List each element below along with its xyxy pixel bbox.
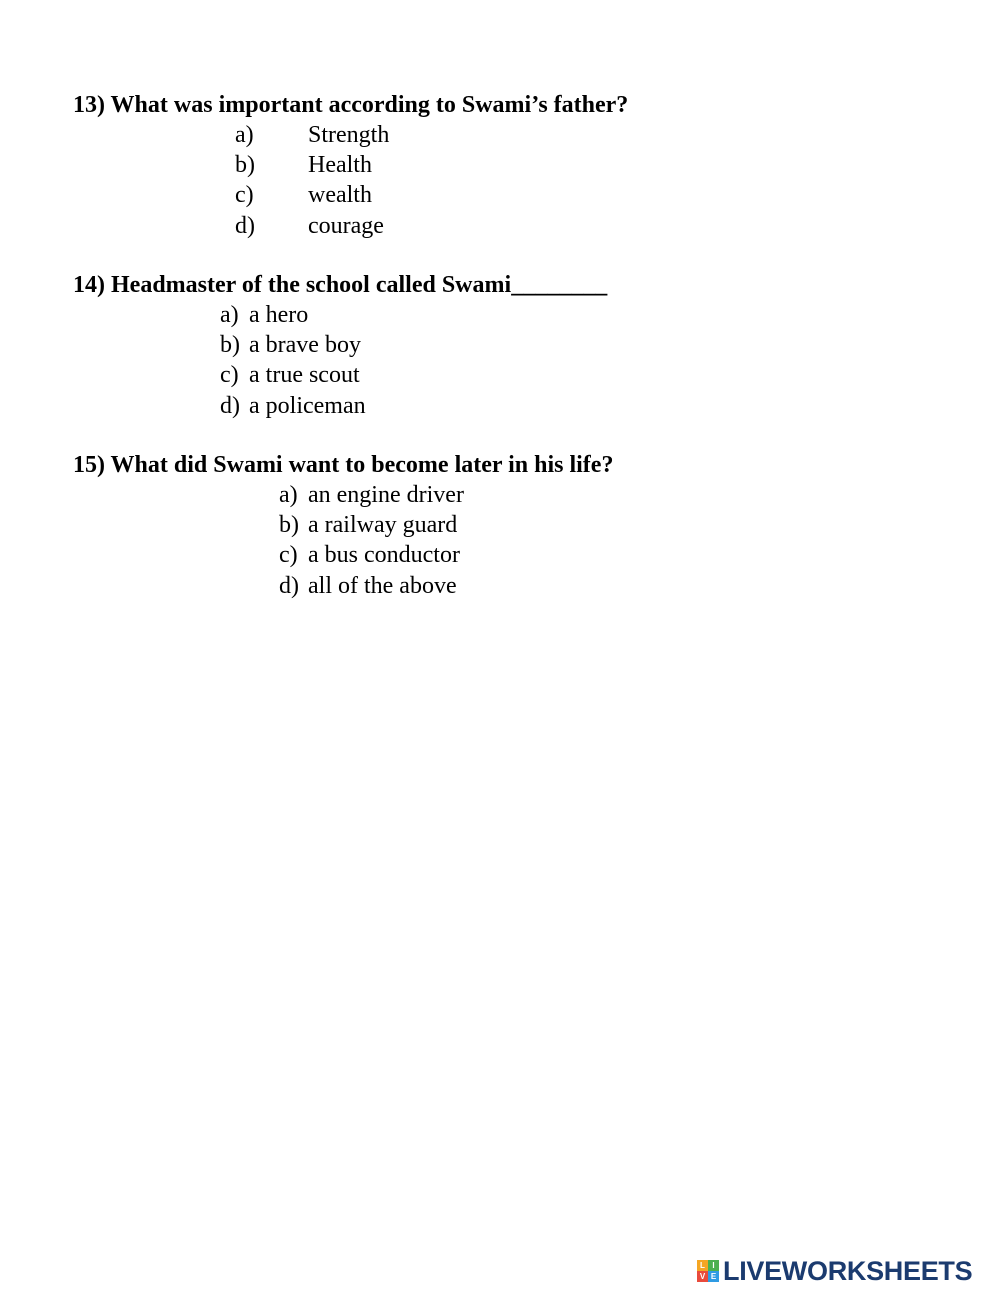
logo-mark-i: I [708, 1260, 719, 1271]
option-text: a bus conductor [308, 542, 460, 569]
question-14-options [220, 300, 366, 421]
option-13-b [235, 150, 389, 180]
option-letter: c) [220, 362, 239, 389]
option-letter: a) [220, 302, 239, 328]
option-letter: b) [235, 152, 255, 179]
option-text: a brave boy [249, 332, 361, 359]
option-letter: a) [235, 122, 254, 148]
option-15-a [279, 480, 464, 510]
option-text: wealth [308, 182, 372, 209]
option-15-d [279, 571, 464, 601]
answer-blank: ________ [511, 272, 608, 298]
option-letter: a) [279, 482, 298, 508]
logo-mark-e: E [708, 1271, 719, 1282]
question-13: 13) What was important according to Swami’s father? [73, 92, 629, 118]
option-14-c [220, 360, 366, 390]
option-letter: d) [235, 212, 255, 239]
option-letter: d) [220, 392, 240, 419]
option-13-a [235, 120, 389, 150]
logo-wordmark: LIVEWORKSHEETS [723, 1256, 973, 1286]
option-text: courage [308, 212, 384, 239]
liveworksheets-logo-icon [697, 1260, 719, 1282]
option-15-c [279, 540, 464, 570]
question-14 [73, 270, 607, 300]
option-text: an engine driver [308, 482, 464, 508]
option-text: a hero [249, 302, 309, 328]
logo-mark-v: V [697, 1271, 708, 1282]
question-15-options [279, 480, 464, 601]
liveworksheets-logo [697, 1256, 972, 1286]
question-14-text: 14) Headmaster of the school called Swami [73, 272, 512, 298]
question-15: 15) What did Swami want to become later in his life? [73, 452, 614, 478]
option-text: Health [308, 152, 372, 179]
option-letter: d) [279, 572, 299, 599]
question-13-options [235, 120, 389, 241]
logo-mark-l: L [697, 1260, 708, 1271]
option-letter: c) [279, 542, 298, 569]
option-text: Strength [308, 122, 390, 148]
option-13-d [235, 211, 389, 241]
option-13-c [235, 180, 389, 210]
option-letter: b) [220, 332, 240, 359]
option-letter: c) [235, 182, 254, 209]
option-text: a railway guard [308, 512, 458, 539]
option-14-d [220, 391, 366, 421]
option-text: a true scout [249, 362, 360, 389]
option-text: all of the above [308, 572, 457, 599]
option-14-a [220, 300, 366, 330]
option-letter: b) [279, 512, 299, 539]
option-text: a policeman [249, 392, 366, 419]
option-15-b [279, 510, 464, 540]
option-14-b [220, 330, 366, 360]
